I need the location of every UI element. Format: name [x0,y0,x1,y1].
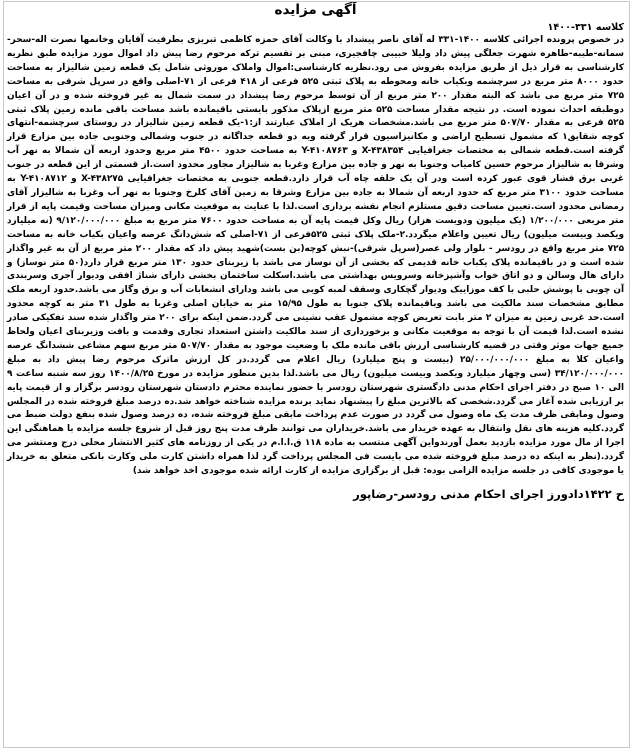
notice-title: آگهی مزایده [274,2,357,18]
notice-signature: ح ۱۴۲۲دادورز اجرای احکام مدنی رودسر-رضاپور [353,487,624,501]
case-number: کلاسه ۳۳۱-۱۴۰۰ [547,22,624,33]
page-border [3,1,630,748]
notice-body: در خصوص پرونده اجرائی کلاسه ۱۴۰۰-۳۳۱ له آقای ناصر پیشداد با وکالت آقای حمزه کاظمی تبریزی بطرفیت آقایان وخانمها نصرت اله-سحر-سمانه-طیبه-طاهره شهرت جعلگی پیش داد ولیلا حبیبی چافجیری، مبنی بر تقسیم ترکه مرحوم رضا پیش داد اموال مورد مزایده طبق نظریه کارشناسی به قرار ذیل از طریق مزایده بفروش می رود.نظریه کارشناسی:اموال واملاک موروثی شامل یک قطعه زمین شالیزار به مساحت حدود ۸۰۰۰ متر مربع در سرچشمه وبکیاب خانه ومحوطه به پلاک ثبتی ۵۲۵ فرعی از ۴۱۸ فرعی از ۷۱-اصلی واقع در سرپل شرقی به مساحت ۷۲۵ متر مربع می باشد که البته مقدار ۲۰۰ متر مربع از آن توسط مرحوم رضا پیشداد در سمت شمال به غیر فروخته شده و در آن اعیان دوطبقه احداث نموده است. در نتیجه مقدار مساحت ۵۲۵ متر مربع ازپلاک مذکور بایستی باقیمانده باشد مساحت باقی مانده زمین پلاک ثبتی ۵۲۵ فرعی به مقدار ۵۰۷/۷۰ متر مربع می باشد.مشخصات هریک از املاک عبارتند از:۱-یک قطعه زمین شالیزار در روستای سرچشمه-انتهای کوچه شقایق۱ که مشمول تسطیح اراضی و مکانیزاسیون قرار گرفته وبه دو قطعه جداگانه در جنوب وشمالی وجنوبی جاده بین مزارع قرار گرفته است.قطعه شمالی به مختصات جغرافیایی X-۴۳۸۳۵۴ و Y-۴۱۰۸۷۶۳ به مساحت حدود ۴۵۰۰ متر مربع وحدود اربعه آن شمالا به نهر آب وشرقا به شالیزار مرحوم حسین کامیاب وجنوبا به نهر و جاده بین مزارع وغربا به شالیزار مجاور محدود است.از قسمتی از این قطعه در جنوب غربی برق فشار قوی عبور کرده است ودر آن یک حلقه چاه آب قرار دارد.قطعه جنوبی به مختصات جغرافیایی X-۴۳۸۲۷۵ و Y-۴۱۰۸۷۱۲ به مساحت حدود ۳۱۰۰ متر مربع که حدود اربعه آن شمالا به جاده بین مزارع وشرقا به زمین آقای کلرخ وجنوبا به نهر آب وغربا به شالیزار آقای رمضانی محدود است.تعیین مساحت دقیق مستلزم انجام نقشه برداری است.لذا با عنایت به موقعیت مکانی ومیزان مساحت وقیمت پایه از قرار متر مربعی ۱/۲۰۰/۰۰۰ (یک میلیون ودویست هزار) ریال وکل قیمت پایه آن به مساحت حدود ۷۶۰۰ متر مربع به مبلغ ۹/۱۲۰/۰۰۰/۰۰۰ (نه میلیارد ویکصد وبیست میلیون) ریال تعیین واعلام میگردد.۲-ملک پلاک ثبتی ۵۲۵فرعی از ۷۱-اصلی که شش‌دانگ عرصه واعیان بکیاب خانه به مساحت ۷۲۵ متر مربع واقع در رودسر - بلوار ولی عصر(سرپل شرقی)-نبش کوچه(بن بست)شهید پیش داد که مقدار ۲۰۰ متر مربع از آن به غیر واگذار شده است و در باقیمانده پلاک یکباب خانه قدیمی که بخشی از آن نوساز می باشد با زیربنای حدود ۱۳۰ متر مربع قرار دارد(۵۰ متر نوساز) و دارای هال وسالن و دو اتاق خواب وآشپزخانه وسرویس بهداشتی می باشد.اسکلت ساختمان بخشی دارای شناژ افقی ودیوار آجری وسربندی آن چوبی با پوشش حلبی با کف موزاییک ودیوار گچکاری وسقف لمبه کوبی می باشد ودارای انشعابات آب و برق وگاز می باشد.حدود اربعه ملک مطابق مشخصات سند مالکیت می باشد وباقیمانده پلاک جنوبا به طول ۱۵/۹۵ متر به خیابان اصلی وغربا به طول ۳۱ متر به کوچه محدود است.حد غربی زمین به میزان ۲ متر بابت تعریض کوچه مشمول عقب نشینی می گردد.ضمن اینکه برای ۲۰۰ متر واگذار شده سند تفکیکی صادر نشده است.لذا قیمت آن با توجه به موقعیت مکانی و برخورداری از سند مالکیت داشتن استعداد تجاری وقدمت و بافت وزیربنای اعیان ولحاظ جمیع جهات موثر وقتی در قضیه کارشناسی ارزش باقی مانده ملک با وضعیت موجود به مقدار ۵۰۷/۷۰ متر مربع سهم مشاعی ششدانگ عرصه واعیان کلا به مبلغ ۲۵/۰۰۰/۰۰۰/۰۰۰ (بیست و پنج میلیارد) ریال اعلام می گردد.در کل ارزش ماترک مرحوم رضا پیش داد به مبلغ ۳۴/۱۲۰/۰۰۰/۰۰۰ (سی وچهار میلیارد ویکصد وبیست میلیون) ریال می باشد.لذا بدین منظور مزایده در مورخ ۱۴۰۰/۸/۲۵ روز سه شنبه ساعت ۹ الی ۱۰ صبح در دفتر اجرای احکام مدنی دادگستری شهرستان رودسر با حضور نماینده محترم دادستان شهرستان رودسر برگزار و از قیمت پایه بر ارزیابی شده آغاز می گردد.شخصی که بالاترین مبلغ را پیشنهاد نماید برنده مزایده شناخته خواهد شد.ده درصد مبلغ فروخته شده در المجلس وصول ومابقی ظرف مدت یک ماه وصول می گردد در صورت عدم پرداخت مابقی مبلغ فروخته شده، ده درصد وصول شده بنفع دولت ضبط می گردد.کلیه هزینه های نقل وانتقال به عهده خریدار می باشد.خریداران می توانند ظرف مدت پنج روز قبل از شروع جلسه مزایده با هماهنگی این اجرا از مال مورد مزایده بازدید بعمل آورندواین آگهی منتسب به ماده ۱۱۸ ق.ا.ا.م در یکی از روزنامه های کثیر الانتشار محلی درج ومنتشر می گردد.(نظر به اینکه ده درصد مبلغ فروخته شده می بایست فی المجلس پرداخت گرد لذا همراه داشتن کارت ملی وکارت بانکی متعلق به خریدار یا موجودی کافی در جلسه مزایده الزامی بوده: قبل از برگزاری مزایده از کارت ارائه شده موجودی اخذ خواهد شد) [7,35,625,477]
